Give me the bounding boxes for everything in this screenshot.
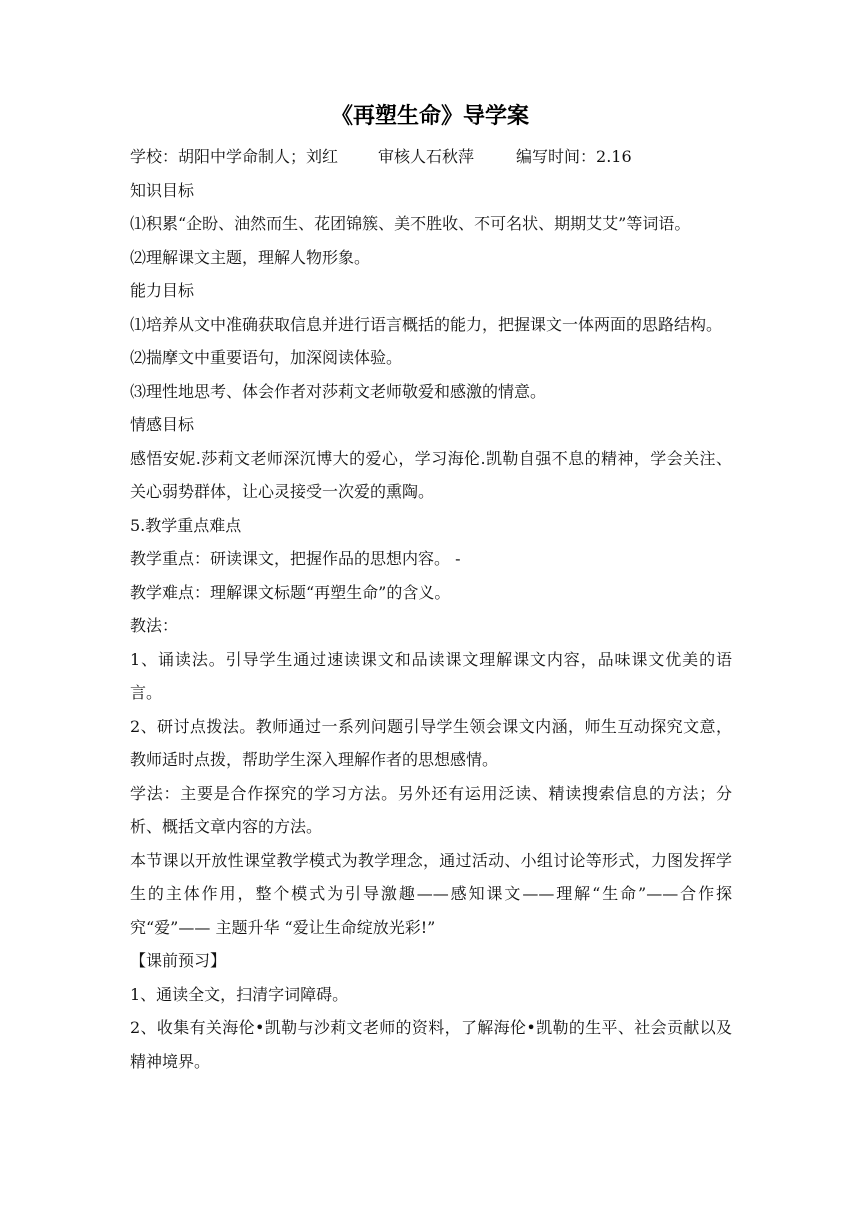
emotion-goal-1: 感悟安妮.莎莉文老师深沉博大的爱心，学习海伦.凯勒自强不息的精神，学会关注、关心弱势群体，让心灵接受一次爱的熏陶。	[130, 448, 732, 501]
document-meta	[130, 140, 732, 174]
document-title: 《再塑生命》导学案	[330, 103, 529, 129]
ability-goal-1: ⑴培养从文中准确获取信息并进行语言概括的能力，把握课文一体两面的思路结构。	[130, 314, 723, 334]
preview-heading: 【课前预习】	[130, 951, 227, 970]
compile-date: 编写时间：2.16	[516, 147, 632, 166]
ability-goal-3: ⑶理性地思考、体会作者对莎莉文老师敬爱和感激的情意。	[130, 381, 547, 401]
teaching-key-point: 教学重点：研读课文，把握作品的思想内容。 -	[130, 549, 461, 568]
reviewer: 审核人石秋萍	[378, 147, 475, 166]
ability-goal-2: ⑵揣摩文中重要语句，加深阅读体验。	[130, 348, 403, 367]
knowledge-goal-1: ⑴积累“企盼、油然而生、花团锦簇、美不胜收、不可名状、期期艾艾”等词语。	[130, 214, 691, 233]
teaching-difficult-point: 教学难点：理解课文标题“再塑生命”的含义。	[130, 582, 451, 602]
teaching-concept: 本节课以开放性课堂教学模式为教学理念，通过活动、小组讨论等形式，力图发挥学生的主体作用，整个模式为引导激趣——感知课文——理解“生命”——合作探究“爱”—— 主题升华 “爱让生命绽放光彩!”	[130, 850, 732, 937]
knowledge-goal-2: ⑵理解课文主题，理解人物形象。	[130, 247, 371, 267]
preview-task-1: 1、通读全文，扫清字词障碍。	[130, 984, 349, 1004]
key-points-heading: 5.教学重点难点	[130, 515, 242, 535]
study-method: 学法：主要是合作探究的学习方法。另外还有运用泛读、精读搜索信息的方法；分析、概括文章内容的方法。	[130, 783, 732, 836]
preview-task-2: 2、收集有关海伦•凯勒与沙莉文老师的资料，了解海伦•凯勒的生平、社会贡献以及精神境界。	[130, 1018, 732, 1071]
emotion-goals-heading: 情感目标	[130, 415, 195, 434]
document-body	[130, 140, 732, 1078]
teaching-methods-heading: 教法：	[130, 616, 179, 635]
school-author: 学校：胡阳中学命制人；刘红	[130, 147, 339, 166]
teaching-method-2: 2、研讨点拨法。教师通过一系列问题引导学生领会课文内涵，师生互动探究文意，教师适时点拨，帮助学生深入理解作者的思想感情。	[130, 716, 732, 769]
ability-goals-heading: 能力目标	[130, 281, 195, 300]
teaching-method-1: 1、诵读法。引导学生通过速读课文和品读课文理解课文内容，品味课文优美的语言。	[130, 649, 732, 702]
knowledge-goals-heading: 知识目标	[130, 180, 195, 200]
